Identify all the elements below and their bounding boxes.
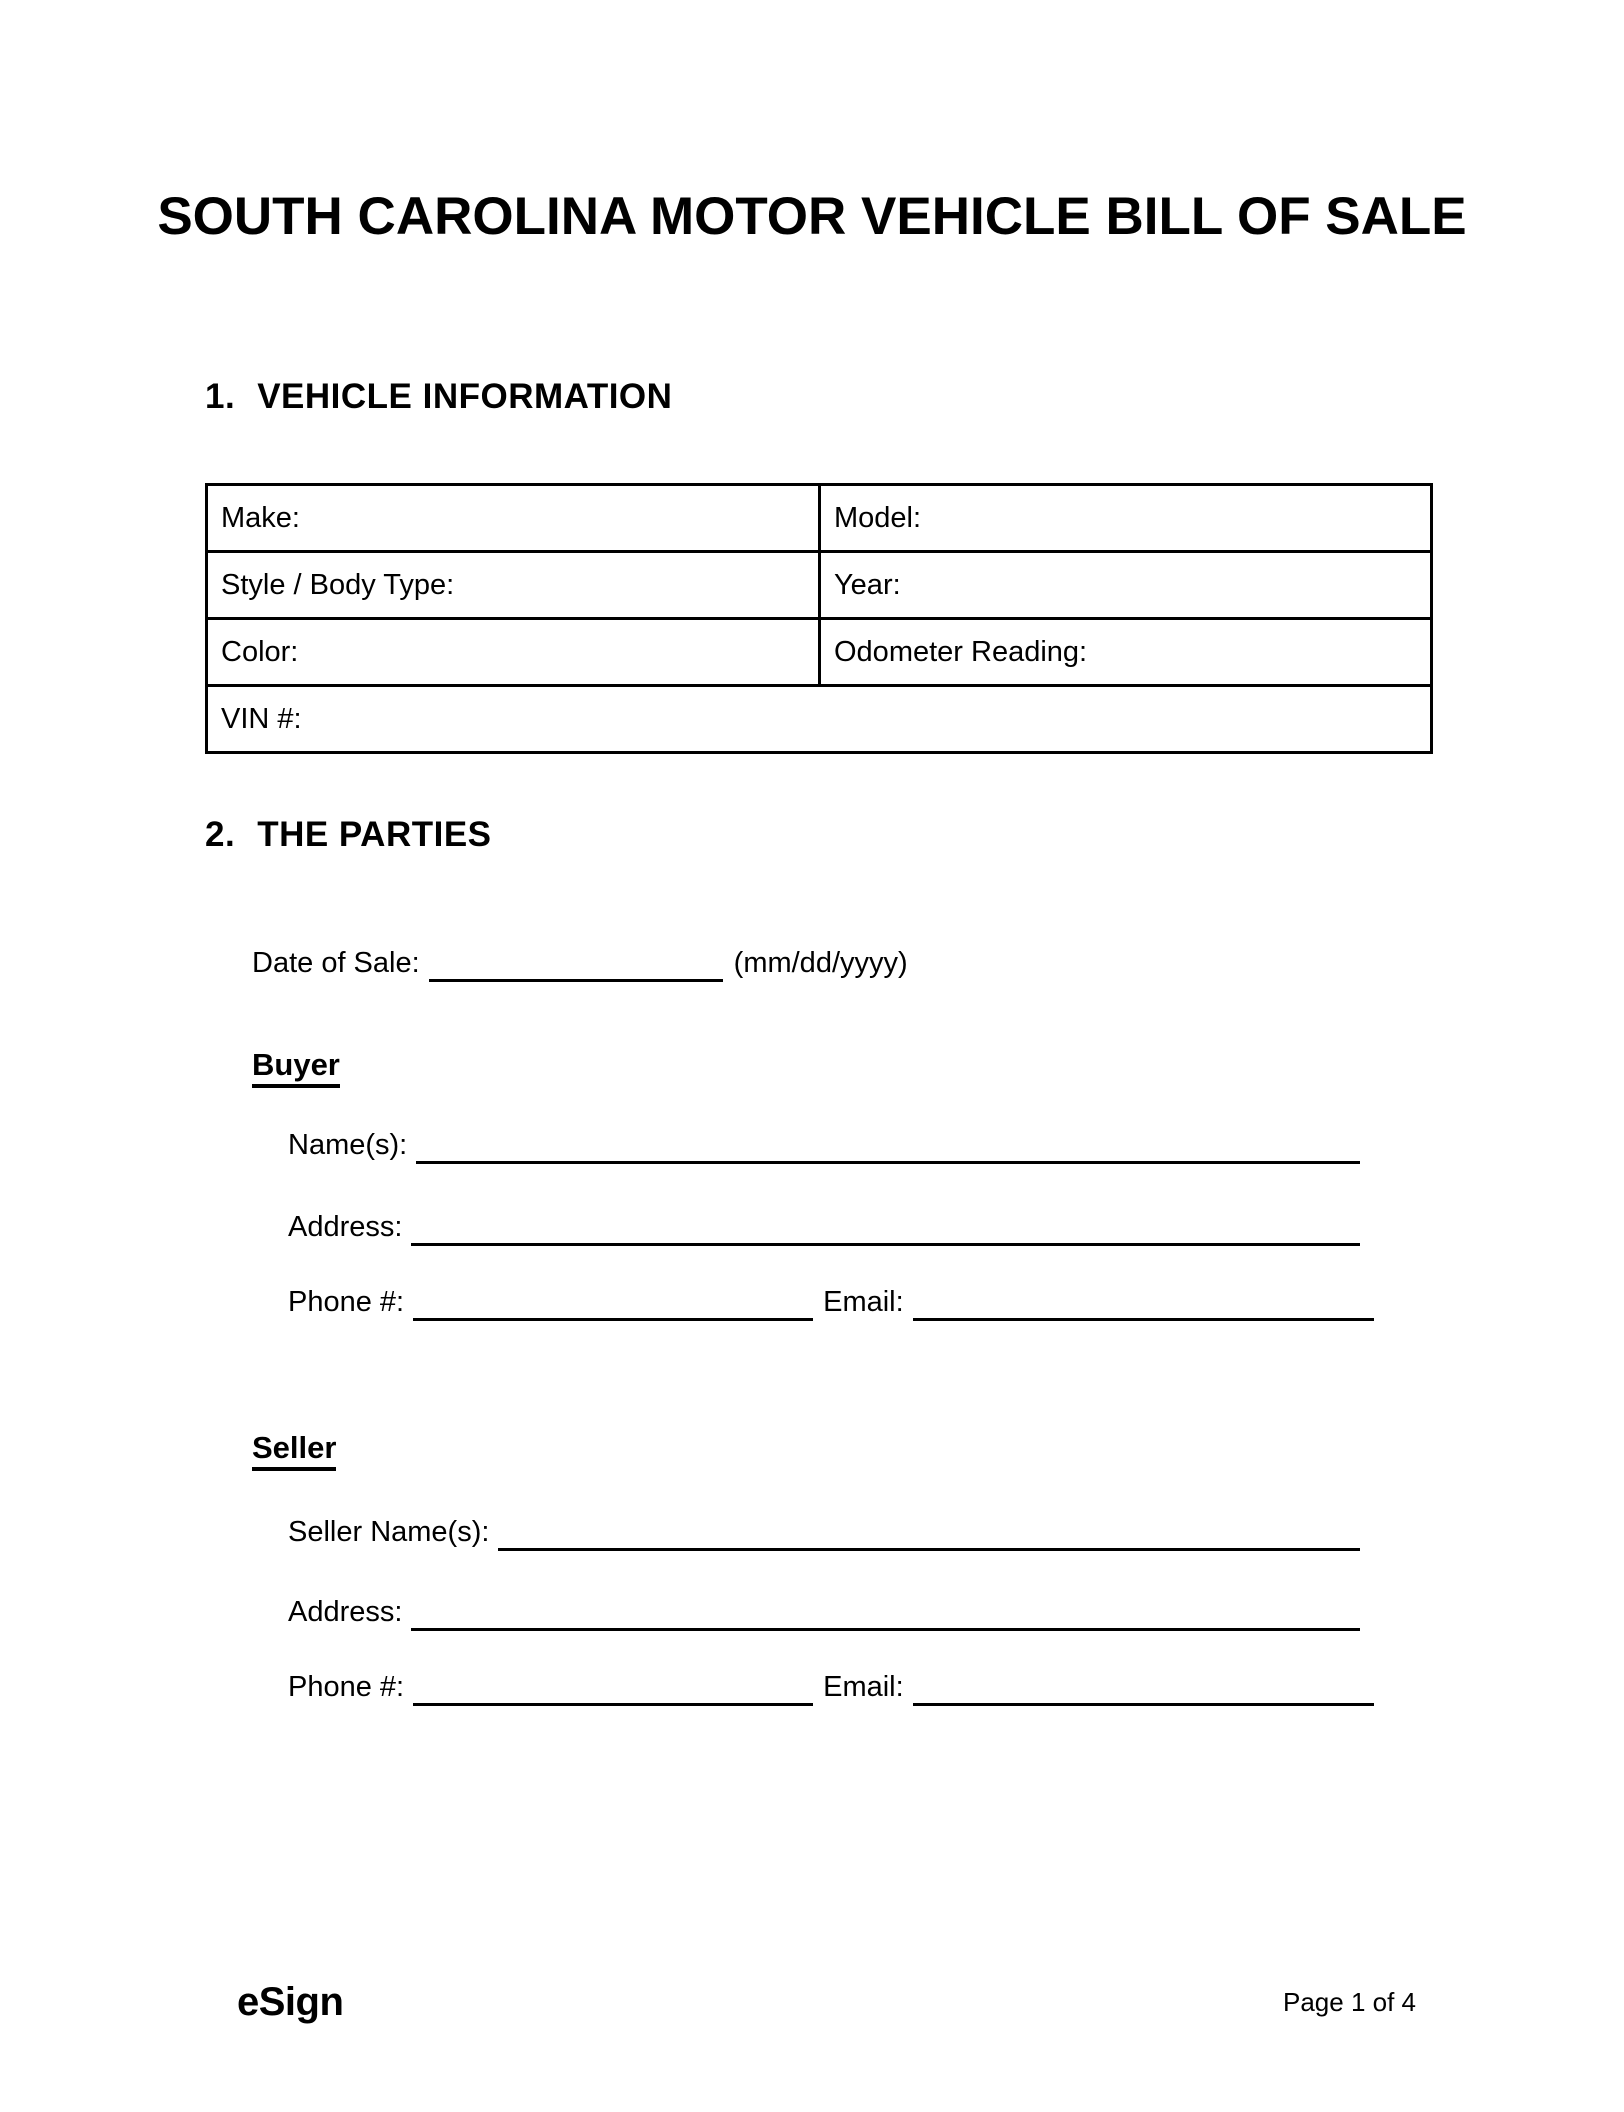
odometer-input[interactable] <box>1087 632 1424 672</box>
section1-number: 1. <box>205 377 236 416</box>
buyer-phone-label: Phone #: <box>288 1286 405 1318</box>
table-row <box>207 686 1432 753</box>
section2-title: THE PARTIES <box>257 815 492 854</box>
date-of-sale-line <box>252 944 932 982</box>
model-cell <box>820 485 1432 552</box>
date-of-sale-input[interactable] <box>429 944 723 982</box>
section1-title: VEHICLE INFORMATION <box>257 377 673 416</box>
seller-name-input[interactable] <box>498 1513 1360 1551</box>
buyer-phone-email-line <box>288 1283 1374 1321</box>
model-input[interactable] <box>921 498 1424 538</box>
table-row <box>207 619 1432 686</box>
page-number: Page 1 of 4 <box>1283 1987 1416 2017</box>
year-input[interactable] <box>901 565 1424 605</box>
buyer-address-line <box>288 1208 1360 1246</box>
style-body-type-input[interactable] <box>454 565 812 605</box>
vehicle-info-table <box>205 483 1433 754</box>
seller-name-label: Seller Name(s): <box>288 1516 490 1548</box>
buyer-address-input[interactable] <box>411 1208 1360 1246</box>
seller-address-input[interactable] <box>411 1593 1360 1631</box>
section2-heading <box>205 816 492 855</box>
style-body-type-cell <box>207 552 820 619</box>
table-row <box>207 485 1432 552</box>
date-format-hint: (mm/dd/yyyy) <box>733 947 908 979</box>
vin-input[interactable] <box>302 699 1424 739</box>
buyer-heading: Buyer <box>252 1048 340 1088</box>
section2-number: 2. <box>205 815 236 854</box>
make-cell <box>207 485 820 552</box>
seller-email-label: Email: <box>823 1671 904 1703</box>
buyer-name-label: Name(s): <box>288 1129 408 1161</box>
buyer-address-label: Address: <box>288 1211 403 1243</box>
buyer-name-input[interactable] <box>416 1126 1360 1164</box>
vin-label: VIN #: <box>221 702 302 735</box>
seller-name-line <box>288 1513 1360 1551</box>
seller-phone-email-line <box>288 1668 1374 1706</box>
color-input[interactable] <box>298 632 812 672</box>
buyer-email-label: Email: <box>823 1286 904 1318</box>
make-label: Make: <box>221 501 300 534</box>
year-cell <box>820 552 1432 619</box>
buyer-phone-input[interactable] <box>413 1283 813 1321</box>
seller-address-line <box>288 1593 1360 1631</box>
odometer-cell <box>820 619 1432 686</box>
table-row <box>207 552 1432 619</box>
seller-address-label: Address: <box>288 1596 403 1628</box>
model-label: Model: <box>834 501 922 534</box>
year-label: Year: <box>834 568 901 601</box>
esign-logo: eSign <box>237 1980 344 2024</box>
seller-phone-label: Phone #: <box>288 1671 405 1703</box>
buyer-name-line <box>288 1126 1360 1164</box>
seller-heading: Seller <box>252 1431 336 1471</box>
seller-phone-input[interactable] <box>413 1668 813 1706</box>
section1-heading <box>205 378 672 417</box>
vin-cell <box>207 686 1432 753</box>
color-cell <box>207 619 820 686</box>
style-body-type-label: Style / Body Type: <box>221 568 455 601</box>
page-title: SOUTH CAROLINA MOTOR VEHICLE BILL OF SALE <box>157 187 1467 246</box>
date-of-sale-label: Date of Sale: <box>252 947 420 979</box>
odometer-label: Odometer Reading: <box>834 635 1088 668</box>
make-input[interactable] <box>300 498 812 538</box>
color-label: Color: <box>221 635 299 668</box>
buyer-email-input[interactable] <box>913 1283 1374 1321</box>
seller-email-input[interactable] <box>913 1668 1374 1706</box>
